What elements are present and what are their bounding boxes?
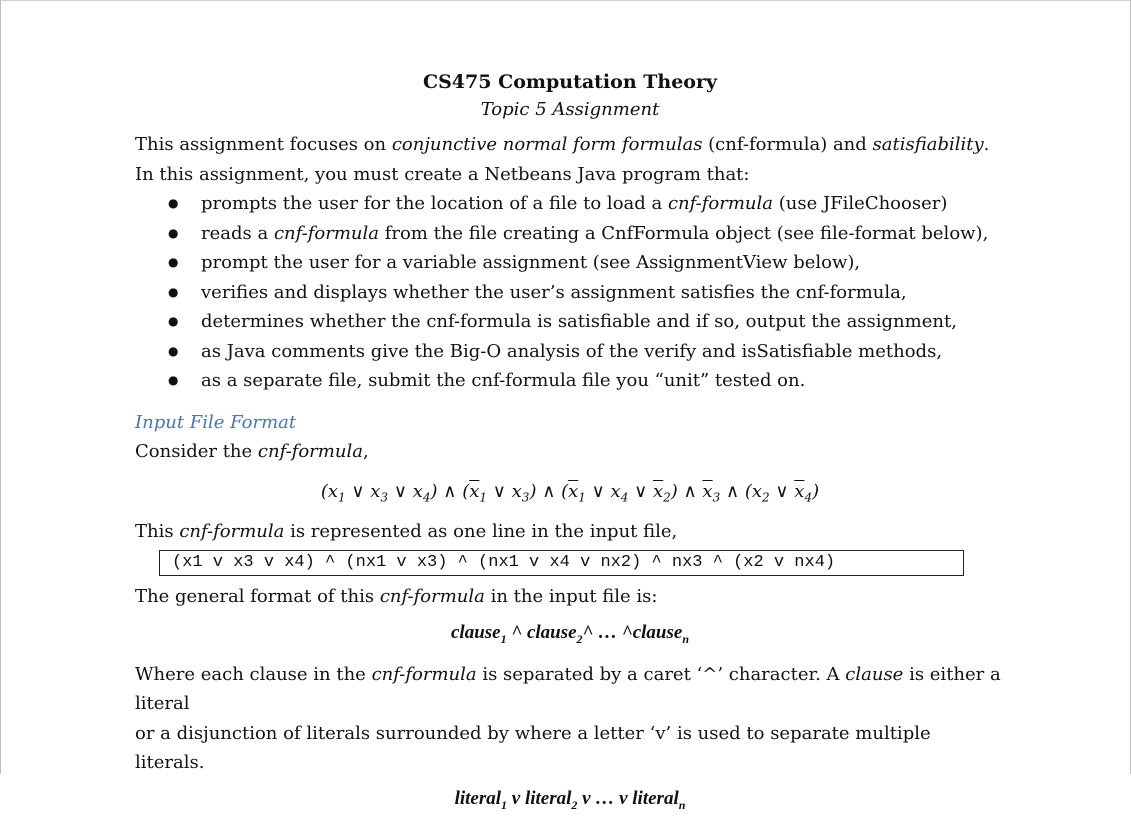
formula-subscript: 2 — [576, 631, 583, 646]
input-file-example: (x1 v x3 v x4) ^ (nx1 v x3) ^ (nx1 v x4 v nx2) ^ nx3 ^ (x2 v nx4) — [159, 550, 964, 576]
list-item-text: verifies and displays whether the user’s assignment satisfies the cnf-formula, — [201, 281, 907, 303]
where-paragraph — [135, 660, 1005, 719]
paragraph-text: , — [362, 441, 369, 462]
intro-text: . — [983, 134, 990, 155]
paragraph-text: is either a literal — [135, 663, 1001, 715]
formula-subscript: 1 — [500, 631, 507, 646]
intro-text: (cnf-formula) and — [702, 134, 873, 155]
intro-term-cnf: conjunctive normal form formulas — [391, 134, 703, 155]
document-title: CS475 Computation Theory — [422, 71, 718, 93]
paragraph-text: The general format of this — [135, 586, 380, 608]
document-subtitle: Topic 5 Assignment — [480, 99, 660, 120]
intro-term-satisfiability: satisfiability — [872, 134, 984, 155]
list-item-text: as Java comments give the Big-O analysis of the verify and isSatisfiable methods, — [201, 340, 943, 362]
formula-operator: ^ — [506, 621, 527, 643]
requirements-list — [135, 189, 1005, 396]
list-item-text: reads a — [201, 222, 274, 244]
list-item-term: cnf-formula — [273, 222, 379, 244]
list-item-text: (use JFileChooser) — [773, 193, 948, 214]
list-item-term: cnf-formula — [667, 193, 773, 214]
list-item — [164, 366, 1005, 396]
intro-text: This assignment focuses on — [135, 134, 392, 155]
intro-paragraph — [135, 130, 1005, 160]
formula-operator: v … v — [577, 787, 633, 809]
list-item — [164, 219, 1005, 249]
paragraph-term: cnf-formula — [179, 520, 285, 542]
formula-word: clause — [632, 621, 683, 643]
literal-format-formula — [135, 784, 1005, 820]
paragraph-text: is represented as one line in the input file, — [284, 520, 678, 542]
paragraph-text: Consider the — [135, 441, 258, 462]
where-paragraph-line-2: or a disjunction of literals surrounded by where a letter ‘v’ is used to separate multiple literals. — [135, 722, 931, 774]
list-item-text: prompt the user for a variable assignment (see AssignmentView below), — [201, 252, 861, 273]
paragraph-term: cnf-formula — [257, 441, 363, 462]
clause-format-formula — [135, 618, 1005, 654]
represented-paragraph — [135, 517, 1005, 547]
list-item-text: as a separate file, submit the cnf-formula file you “unit” tested on. — [201, 370, 806, 391]
list-item — [164, 337, 1005, 367]
list-item — [164, 307, 1005, 337]
formula-subscript: 2 — [571, 797, 578, 812]
section-heading-input-format: Input File Format — [135, 411, 297, 433]
paragraph-text: This — [135, 520, 180, 542]
list-item-text: from the file creating a CnfFormula object (see file-format below), — [378, 222, 989, 244]
cnf-math-formula: ($x_1$ ∨ $x_3$ ∨ $x_4$) ∧ ($\overline{x}_1$ ∨ $x_3$) ∧ ($\overline{x}_1$ ∨ $x_4$ ∨ $\overline{x}_2$) ∧ $\overline{x}_3$ ∧ ($x_2$ ∨ $\overline{x}_4$) — [320, 480, 820, 505]
formula-operator: v — [507, 787, 525, 809]
formula-word: literal — [632, 787, 679, 809]
formula-word: literal — [524, 787, 572, 809]
paragraph-text: in the input file is: — [484, 586, 658, 608]
intro-paragraph-2: In this assignment, you must create a Netbeans Java program that: — [135, 163, 750, 185]
paragraph-term: cnf-formula — [379, 586, 485, 608]
consider-paragraph — [135, 437, 1005, 467]
list-item — [164, 248, 1005, 278]
document-body — [135, 68, 1005, 826]
paragraph-term: clause — [845, 663, 904, 685]
list-item-text: prompts the user for the location of a file to load a — [201, 193, 668, 214]
paragraph-text: is separated by a caret ‘^’ character. A — [476, 663, 846, 685]
list-item — [164, 278, 1005, 308]
list-item — [164, 189, 1005, 219]
formula-word: clause — [526, 621, 577, 643]
formula-subscript: n — [678, 797, 686, 812]
formula-word: literal — [454, 787, 502, 809]
formula-word: clause — [451, 621, 501, 643]
paragraph-term: cnf-formula — [371, 663, 477, 685]
formula-subscript: 1 — [501, 797, 508, 812]
formula-operator: ^ … ^ — [582, 621, 633, 643]
formula-subscript: n — [682, 631, 689, 646]
paragraph-text: Where each clause in the — [135, 663, 372, 685]
general-format-paragraph — [135, 582, 1005, 612]
list-item-text: determines whether the cnf-formula is satisfiable and if so, output the assignment, — [201, 311, 957, 332]
